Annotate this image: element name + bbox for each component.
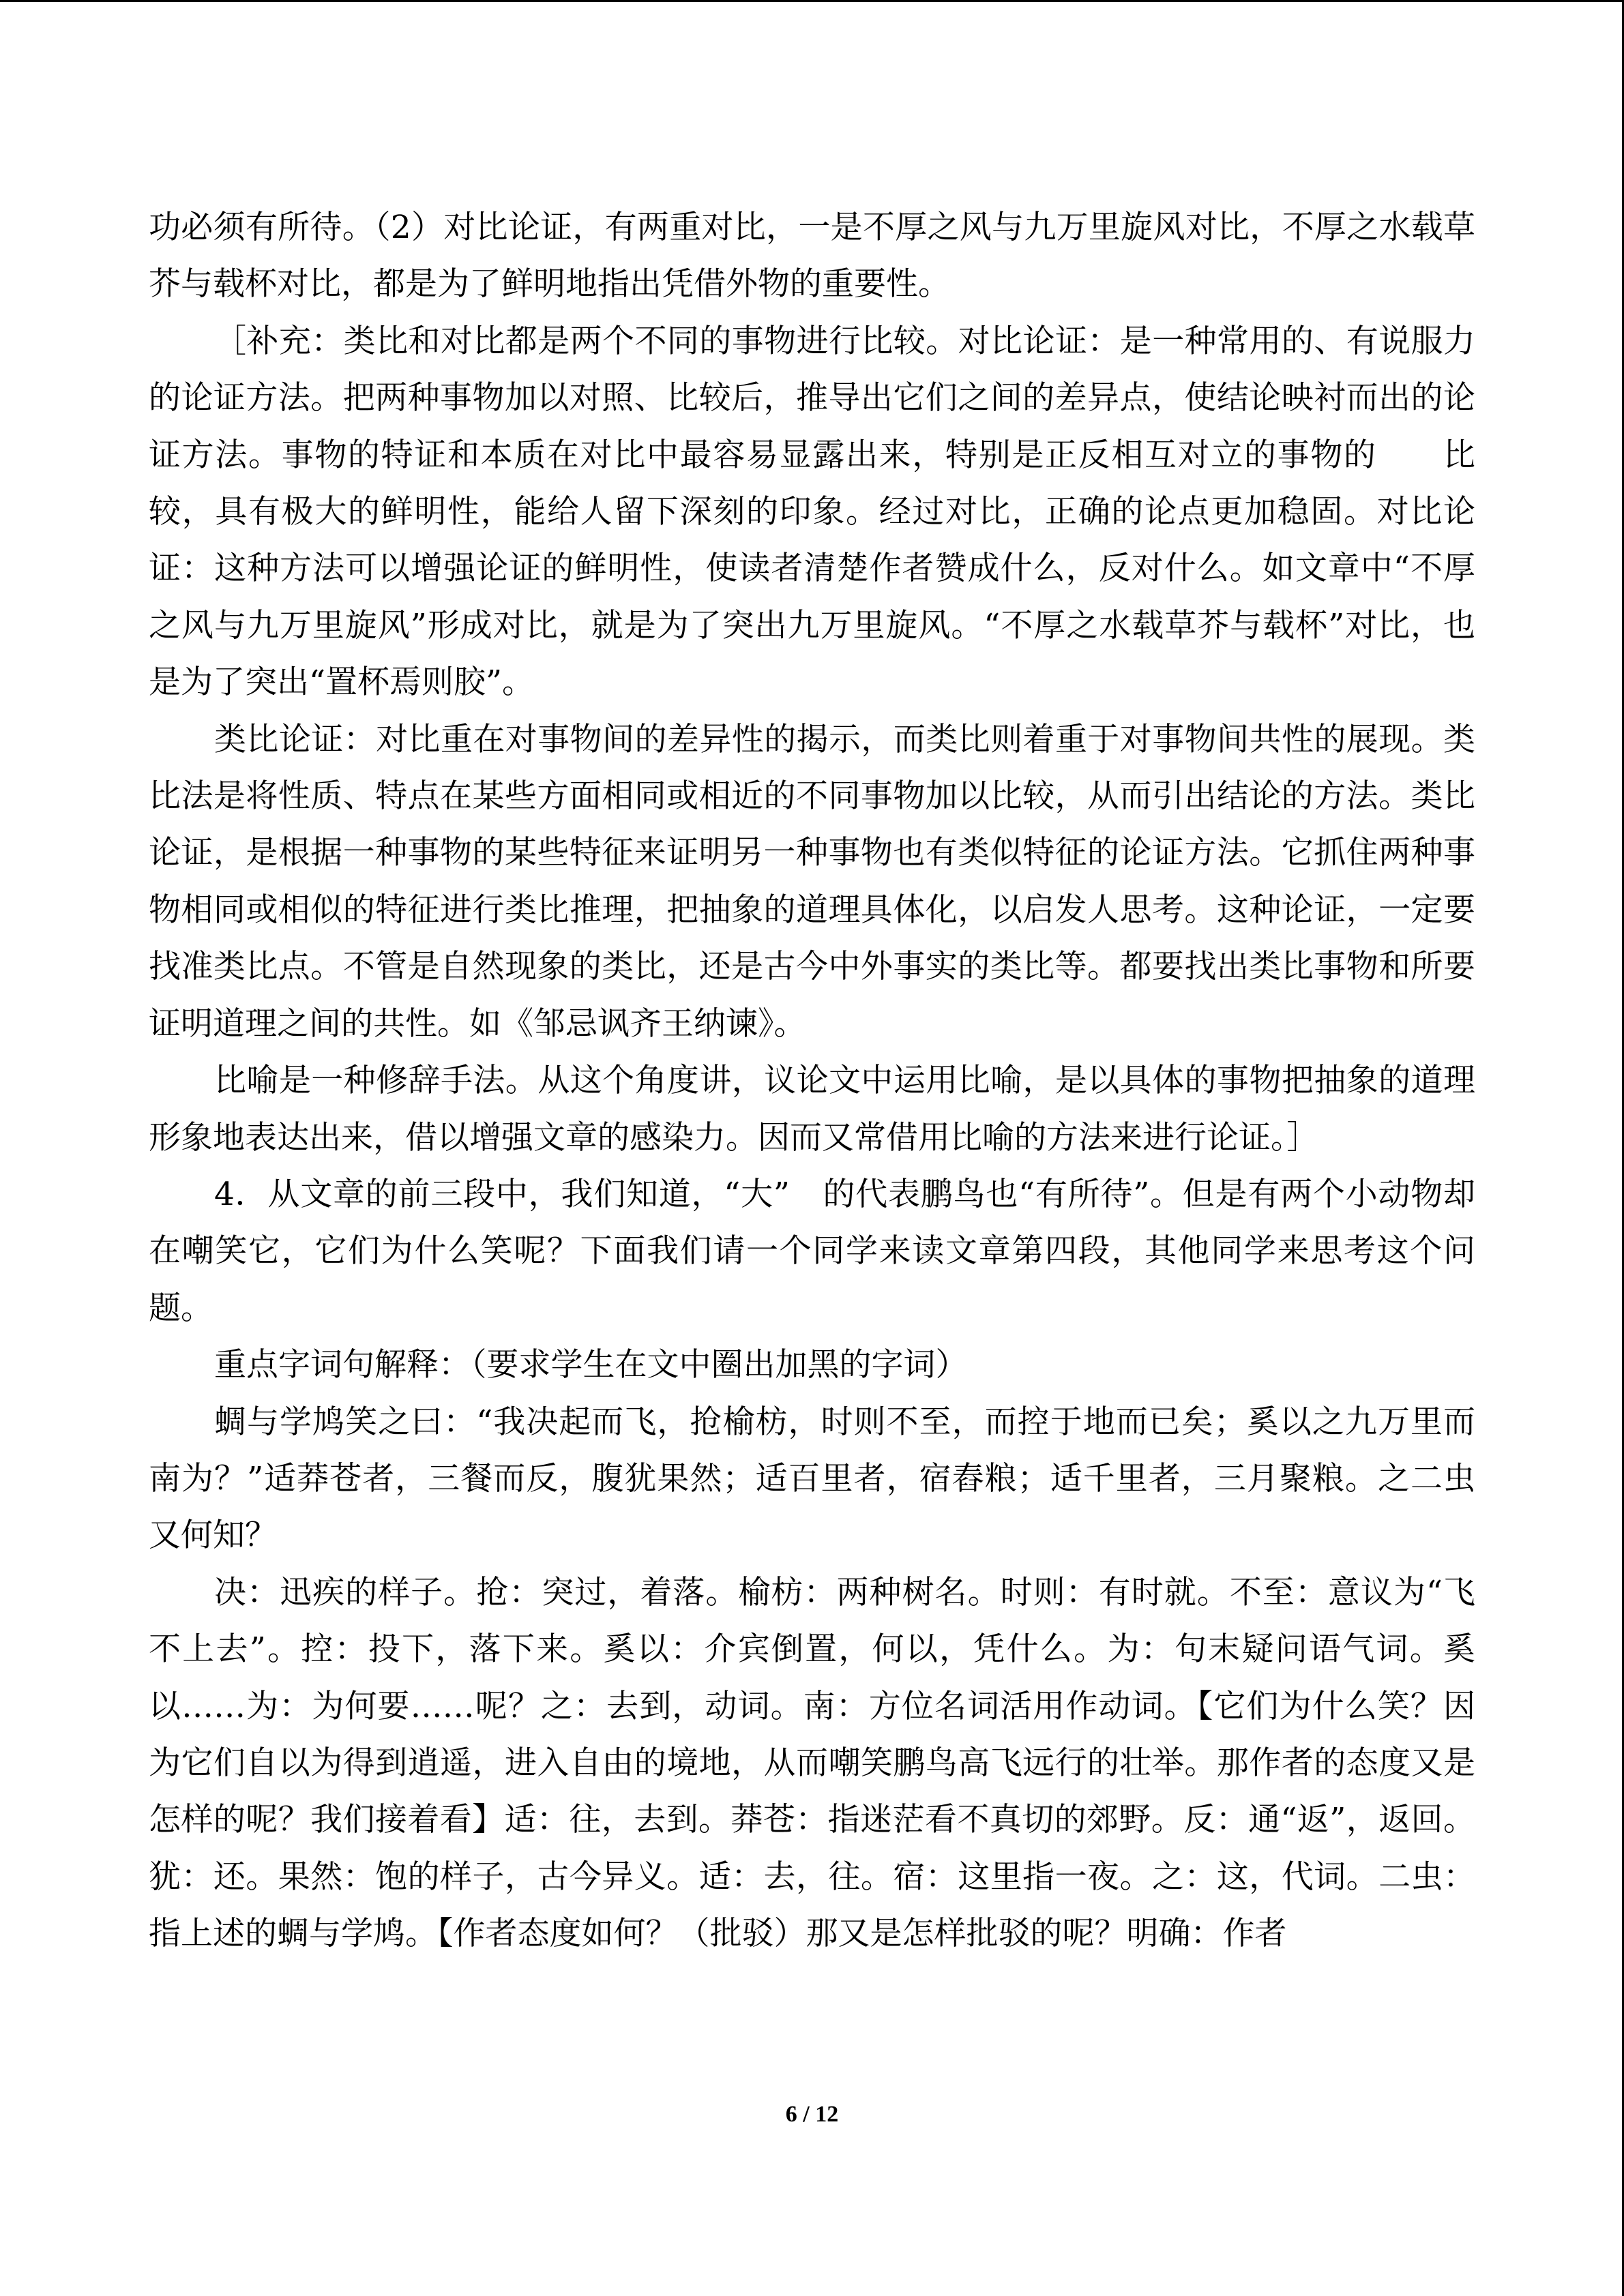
- paragraph-supplement-contrast: ［补充：类比和对比都是两个不同的事物进行比较。对比论证：是一种常用的、有说服力的论证方法。把两种事物加以对照、比较后，推导出它们之间的差异点，使结论映衬而出的论证方法。事物的特证和本质在对比中最容易显露出来，特别是正反相互对立的事物的 比较，具有极大的鲜明性，能给人留下深刻的印象。经过对比，正确的论点更加稳固。对比论证：这种方法可以增强论证的鲜明性，使读者清楚作者赞成什么，反对什么。如文章中“不厚之风与九万里旋风”形成对比，就是为了突出九万里旋风。“不厚之水载草芥与载杯”对比，也是为了突出“置杯焉则胶”。: [149, 322, 1475, 702]
- page-number: 6 / 12: [785, 2102, 839, 2127]
- page-border-top: [0, 0, 1624, 2]
- document-body: [149, 199, 1475, 1963]
- paragraph-annotations: 决：迅疾的样子。抢：突过，着落。榆枋：两种树名。时则：有时就。不至：意议为“飞不上去”。控：投下，落下来。奚以：介宾倒置，何以，凭什么。为：句末疑问语气词。奚以……为：为何要……呢？之：去到，动词。南：方位名词活用作动词。【它们为什么笑？因为它们自以为得到逍遥，进入自由的境地，从而嘲笑鹏鸟高飞远行的壮举。那作者的态度又是怎样的呢？我们接着看】适：往，去到。莽苍：指迷茫看不真切的郊野。反：通“返”，返回。犹：还。果然：饱的样子，古今异义。适：去，往。宿：这里指一夜。之：这，代词。二虫：指上述的蜩与学鸠。【作者态度如何？（批驳）那又是怎样批驳的呢？明确：作者: [149, 1573, 1475, 1953]
- paragraph-metaphor: 比喻是一种修辞手法。从这个角度讲，议论文中运用比喻，是以具体的事物把抽象的道理形象地表达出来，借以增强文章的感染力。因而又常借用比喻的方法来进行论证。］: [149, 1062, 1475, 1157]
- paragraph-analogy-argument: 类比论证：对比重在对事物间的差异性的揭示，而类比则着重于对事物间共性的展现。类比法是将性质、特点在某些方面相同或相近的不同事物加以比较，从而引出结论的方法。类比论证，是根据一种事物的某些特征来证明另一种事物也有类似特征的论证方法。它抓住两种事物相同或相似的特征进行类比推理，把抽象的道理具体化，以启发人思考。这种论证，一定要找准类比点。不管是自然现象的类比，还是古今中外事实的类比等。都要找出类比事物和所要证明道理之间的共性。如《邹忌讽齐王纳谏》。: [149, 720, 1475, 1043]
- paragraph-question-4: 4．从文章的前三段中，我们知道，“大” 的代表鹏鸟也“有所待”。但是有两个小动物却在嘲笑它，它们为什么笑呢？下面我们请一个同学来读文章第四段，其他同学来思考这个问题。: [149, 1175, 1475, 1327]
- paragraph-continuation: 功必须有所待。（2）对比论证，有两重对比，一是不厚之风与九万里旋风对比，不厚之水载草芥与载杯对比，都是为了鲜明地指出凭借外物的重要性。: [149, 209, 1475, 303]
- paragraph-original-text: 蜩与学鸠笑之曰：“我决起而飞，抢榆枋，时则不至，而控于地而已矣；奚以之九万里而南为？”适莽苍者，三餐而反，腹犹果然；适百里者，宿舂粮；适千里者，三月聚粮。之二虫又何知？: [149, 1403, 1475, 1555]
- paragraph-key-words-heading: 重点字词句解释：（要求学生在文中圈出加黑的字词）: [214, 1346, 968, 1384]
